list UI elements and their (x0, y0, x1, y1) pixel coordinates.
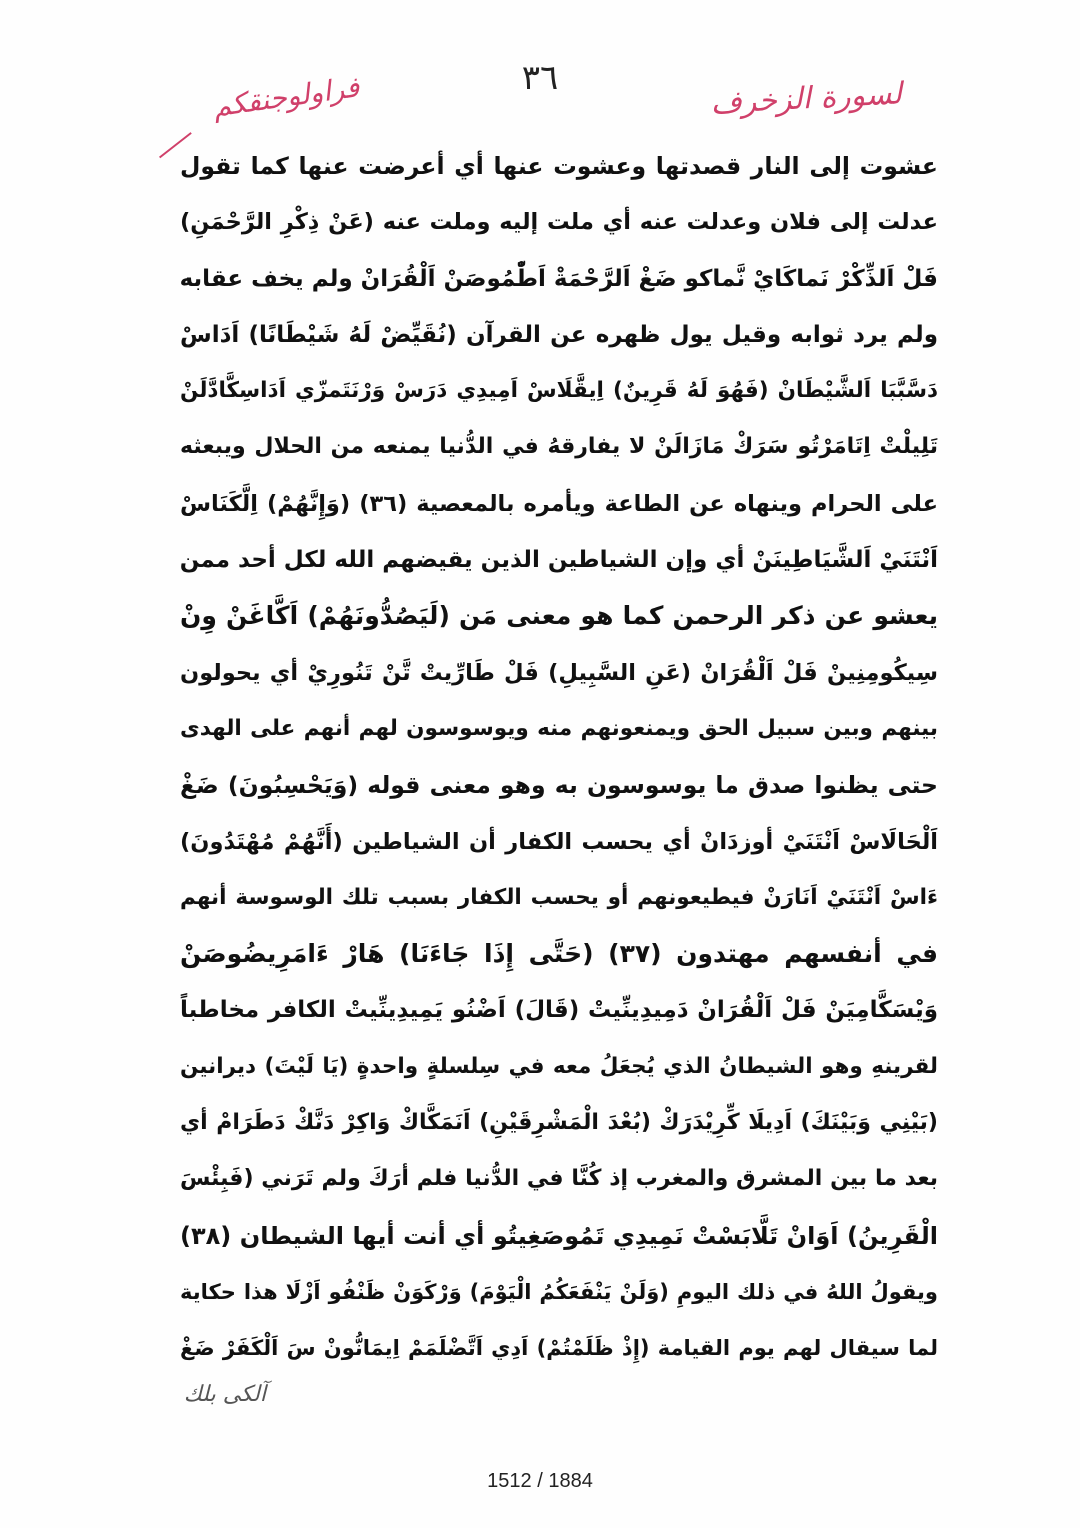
text-line: لقرينهِ وهو الشيطانُ الذي يُجعَلُ معه في سِلسلةٍ واحدةٍ (يَا لَيْتَ) ديرانين (180, 1053, 938, 1079)
text-line: ولم يرد ثوابه وقيل يول ظهره عن القرآن (نُقَيِّضْ لَهُ شَيْطَانًا) اَدَاسْ (180, 321, 938, 348)
text-line: الْقَرِينُ) اَوَانْ تَلَّابَسْتْ نَمِيدِي تَمُوصَغِيتُو أي أنت أيها الشيطان (٣٨) (180, 1221, 938, 1250)
text-line: على الحرام وينهاه عن الطاعة ويأمره بالمعصية (٣٦) (وَإِنَّهُمْ) اِلَّكَنَاسْ (180, 490, 938, 517)
text-line: اَنْتَنَيْ اَلشَّيَاطِينَنْ أي وإن الشياطين الذين يقيضهم الله لكل أحد ممن (179, 547, 938, 574)
text-line: يعشو عن ذكر الرحمن كما هو معنى مَن (لَيَصُدُّونَهُمْ) اَكَّاغَنْ وِنْ (180, 601, 938, 631)
text-line: وَيْسَكَّامِيَنْ فَلْ اَلْقُرَانْ دَمِيدِينِّيتْ (قَالَ) اَضْنُو يَمِيدِينِّيتْ الكافر مخاطباً (180, 997, 938, 1024)
page-counter: 1512 / 1884 (487, 1470, 593, 1492)
page-number: ٣٦ (521, 58, 559, 98)
surah-annotation: لسورة الزخرف (709, 76, 903, 122)
handwritten-annotation: فراولوجنقكم (159, 70, 362, 131)
text-line: ويقولُ اللهُ في ذلك اليومِ (وَلَنْ يَنْفَعَكُمُ الْيَوْمَ) وَرْكَوَنْ ظَنْفُو اَزْلَا هذا حكاية (180, 1279, 938, 1304)
text-line: فَلْ اَلذِّكْرْ نَماكَايْ نَّماكو ضَغْ اَلرَّحْمَةْ اَطّْمُوصَنْ اَلْقُرَانْ ولم يخف عقابه (179, 265, 938, 292)
text-line: دَسَّبَّبَا اَلشَّيْطَانْ (فَهُوَ لَهُ قَرِينٌ) اِيقَّلَاسْ اَمِيدِي دَرَسْ وَرْنَتَمزّي اَدَاسِكَّادَّلَنْ (180, 378, 938, 404)
text-line: سِيكُومِنِينْ فَلْ اَلْقُرَانْ (عَنِ السَّبِيلِ) فَلْ طَارِّيتْ تَّنْ تَنُورِيْ أي يحولون (180, 659, 938, 686)
text-line: تَلِيلْتْ اِتَامَرْتُو سَرَكْ مَازَالَنْ لا يفارقهُ في الدُّنيا يمنعه من الحلال ويبعثه (180, 434, 938, 460)
text-body (180, 138, 938, 1377)
text-line: في أنفسهم مهتدون (٣٧) (حَتَّى إِذَا جَاءَنَا) هَارْ ءَامَرِيضُوصَنْ (180, 939, 939, 969)
catchword: آلکی بلك (183, 1382, 266, 1407)
text-line: عدلت إلى فلان وعدلت عنه أي ملت إليه وملت عنه (عَنْ ذِكْرِ الرَّحْمَنِ) (180, 209, 938, 236)
text-line: حتى يظنوا صدق ما يوسوسون به وهو معنى قوله (وَيَحْسِبُونَ) ضَغْ (180, 771, 938, 800)
text-line: اَلْحَالَاسْ اَنْتَنَيْ أوزدَانْ أي يحسب الكفار أن الشياطين (أَنَّهُمْ مُهْتَدُونَ) (180, 828, 938, 855)
text-line: عشوت إلى النار قصدتها وعشوت عنها أي أعرضت عنها كما تقول (180, 152, 938, 180)
text-line: ءَاسْ اَنْتَنَيْ اَنَارَنْ فيطيعونهم أو يحسب الكفار بسبب تلك الوسوسة أنهم (180, 884, 938, 910)
text-line: بعد ما بين المشرق والمغرب إذ كُنَّا في الدُّنيا فلم أرَكَ ولم تَرَني (فَبِئْسَ (180, 1166, 938, 1192)
text-line: (بَيْنِي وَبَيْنَكَ) اَدِيلَا كِّرِيْدَرَكْ (بُعْدَ الْمَشْرِقَيْنِ) اَنَمَكَّاكْ وَاكِرْ دَنَّكْ دَطَرَامْ أي (180, 1110, 938, 1136)
text-line: لما سيقال لهم يوم القيامة (إِذْ ظَلَمْتُمْ) اَدِي اَتَّضْلَمَمْ اِيمَانُّونْ سَ اَلْكَفَرْ ضَغْ (180, 1336, 938, 1361)
text-line: بينهم وبين سبيل الحق ويمنعونهم منه ويوسوسون لهم أنهم على الهدى (180, 715, 938, 741)
